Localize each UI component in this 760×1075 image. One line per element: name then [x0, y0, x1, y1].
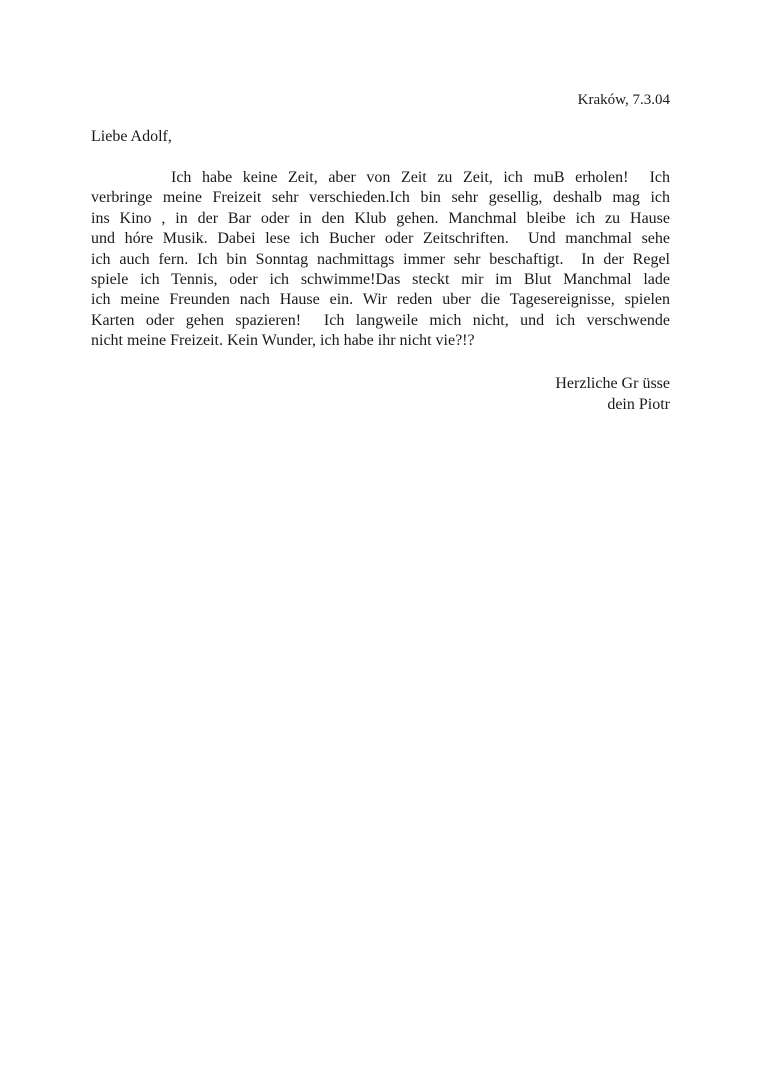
letter-salutation: Liebe Adolf,	[91, 128, 172, 145]
letter-signature: dein Piotr	[607, 395, 670, 413]
body-line: Ich habe keine Zeit, aber von Zeit zu Zeit, ich muB erholen! Ich	[171, 169, 670, 186]
letter-date: Kraków, 7.3.04	[577, 92, 670, 108]
body-line: verbringe meine Freizeit sehr verschieden.Ich bin sehr gesellig, deshalb mag ich	[91, 189, 670, 207]
body-line: nicht meine Freizeit. Kein Wunder, ich habe ihr nicht vie?!?	[91, 332, 475, 350]
body-line: ich auch fern. Ich bin Sonntag nachmittags immer sehr beschaftigt. In der Regel	[91, 250, 670, 268]
body-line: ich meine Freunden nach Hause ein. Wir reden uber die Tagesereignisse, spielen	[91, 291, 670, 309]
body-line: ins Kino , in der Bar oder in den Klub gehen. Manchmal bleibe ich zu Hause	[91, 209, 670, 227]
body-line: Karten oder gehen spazieren! Ich langweile mich nicht, und ich verschwende	[91, 311, 670, 329]
body-line: spiele ich Tennis, oder ich schwimme!Das steckt mir im Blut Manchmal lade	[91, 270, 670, 288]
body-line: und hóre Musik. Dabei lese ich Bucher oder Zeitschriften. Und manchmal sehe	[91, 230, 670, 248]
letter-closing: Herzliche Gr üsse	[555, 375, 670, 392]
letter-body	[91, 168, 670, 352]
letter-closing-block	[555, 374, 670, 415]
